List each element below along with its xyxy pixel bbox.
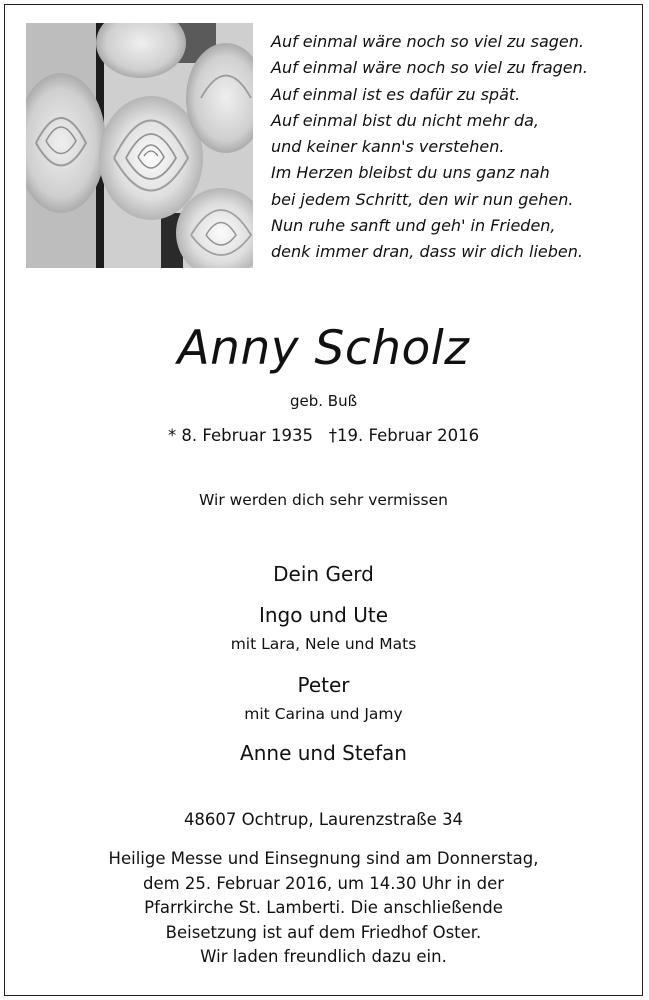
- poem-line: Auf einmal ist es dafür zu spät.: [271, 84, 521, 104]
- mourner-ingo-ute-children: mit Lara, Nele und Mats: [230, 635, 417, 653]
- service-line: Pfarrkirche St. Lamberti. Die anschließende: [144, 898, 503, 918]
- mourner-anne-stefan: Anne und Stefan: [240, 741, 407, 765]
- obituary-card: [4, 4, 643, 996]
- address: 48607 Ochtrup, Laurenzstraße 34: [183, 810, 464, 829]
- poem-line: Nun ruhe sanft und geh' in Frieden,: [271, 216, 556, 236]
- poem-line: denk immer dran, dass wir dich lieben.: [271, 242, 583, 262]
- poem-line: und keiner kann's verstehen.: [271, 137, 505, 157]
- service-line: Heilige Messe und Einsegnung sind am Donnerstag,: [108, 849, 539, 868]
- poem-line: Auf einmal wäre noch so viel zu sagen.: [271, 32, 584, 51]
- farewell-message: Wir werden dich sehr vermissen: [199, 491, 448, 509]
- service-line: dem 25. Februar 2016, um 14.30 Uhr in der: [142, 873, 505, 893]
- poem-line: bei jedem Schritt, den wir nun gehen.: [271, 189, 574, 209]
- poem-line: Im Herzen bleibst du uns ganz nah: [271, 163, 550, 183]
- life-dates: * 8. Februar 1935 †19. Februar 2016: [167, 426, 480, 445]
- mourner-peter-family: mit Carina und Jamy: [244, 705, 403, 723]
- maiden-name: geb. Buß: [289, 392, 358, 410]
- service-line: Beisetzung ist auf dem Friedhof Oster.: [165, 922, 482, 942]
- service-details: [5, 847, 642, 970]
- poem-line: Auf einmal bist du nicht mehr da,: [271, 110, 539, 130]
- roses-photo: [26, 23, 253, 268]
- poem-line: Auf einmal wäre noch so viel zu fragen.: [271, 58, 588, 78]
- deceased-name: Anny Scholz: [177, 321, 470, 376]
- mourner-gerd: Dein Gerd: [273, 562, 374, 586]
- mourner-peter: Peter: [297, 673, 350, 697]
- mourner-ingo-ute: Ingo und Ute: [258, 603, 389, 627]
- poem: [271, 29, 641, 266]
- service-line: Wir laden freundlich dazu ein.: [200, 947, 447, 967]
